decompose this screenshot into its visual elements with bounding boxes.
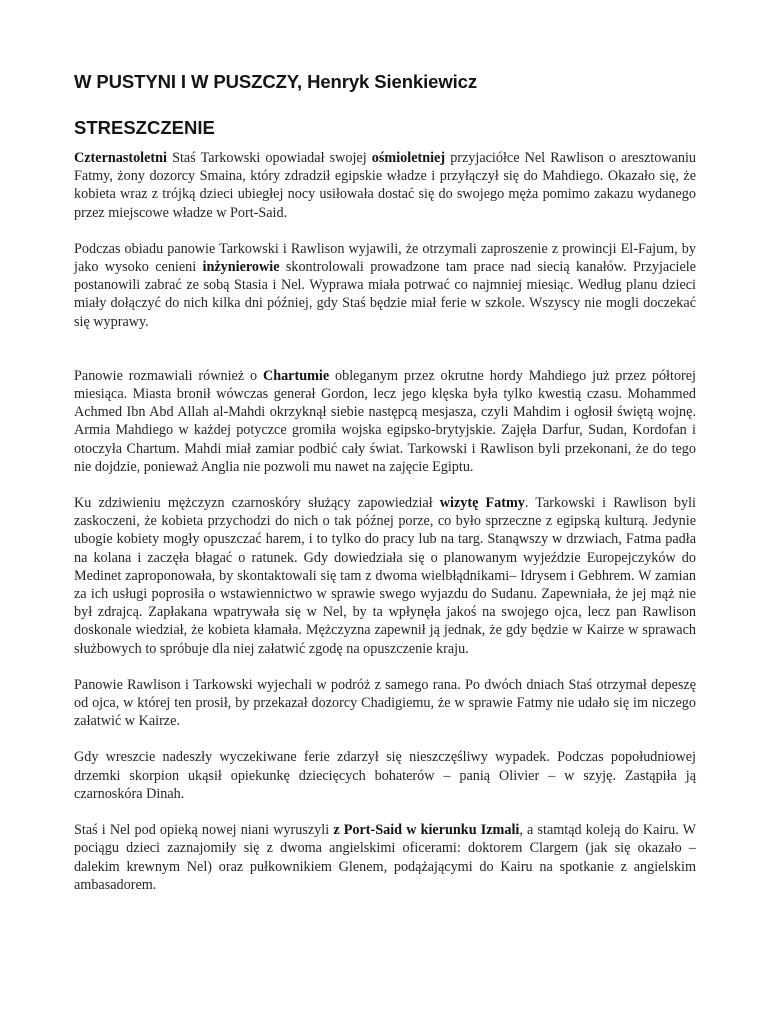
bold-phrase: z Port-Said w kierunku Izmali (333, 822, 520, 839)
text-run: obleganym przez okrutne hordy Mahdiego już przez półtorej miesiąca. Miasta bronił wówczas generał Gordon, lecz jego klęska była tylko kwestią czasu. Mohammed Achmed Ibn Abd Allah al-Mahdi okrzyknął siebie następcą mesjasza, czyli Mahdim i ogłosił świętą wojnę. Armia Mahdiego w każdej potyczce gromiła wojska egipsko-brytyjskie. Zajęła Darfur, Sudan, Kordofan i otoczyła Chartum. Mahdi miał zamiar podbić cały świat. Tarkowski i Rawlison byli przekonani, że do tego nie dojdzie, ponieważ Anglia nie pozwoli mu nawet na zajęcie Egiptu. (74, 367, 696, 475)
paragraph-4 (74, 494, 696, 658)
text-run: skontrolowali prowadzone tam prace nad siecią kanałów. Przyjaciele postanowili zabrać ze sobą Stasia i Nel. Wyprawa miała potrwać co najmniej miesiąc. Według planu dzieci miały dołączyć do nich kilka dni później, gdy Staś będzie miał ferie w szkole. Wszyscy nie mogli doczekać się wyprawy. (74, 259, 697, 330)
text-run: . Tarkowski i Rawlison byli zaskoczeni, że kobieta przychodzi do nich o tak późnej porze, co było sprzeczne z egipską kulturą. Jedynie ubogie kobiety mogły opuszczać harem, i to tylko do pracy lub na targ. Stanąwszy w drzwiach, Fatma padła na kolana i zaczęła błagać o ratunek. Gdy dowiedziała się o planowanym wyjeździe Europejczyków do Medinet zaproponowała, by skontaktowali się tam z dwoma wielbłądnikami– Idrysem i Gebhrem. W zamian za ich usługi poprosiła o wstawiennictwo w sprawie swego wyjazdu do Sudanu. Zapewniała, że jej mąż nie był zdrajcą. Zapłakana wpatrywała się w Nel, by ta wpłynęła jakoś na swojego ojca, lecz pan Rawlison doskonale wiedział, że kobieta kłamała. Mężczyzna zapewnił ją jednak, że gdy będzie w Kairze w sprawach służbowych to spróbuje dla niej załatwić zgodę na opuszczenie kraju. (74, 495, 696, 657)
paragraph-2 (74, 240, 696, 331)
text-run: Panowie rozmawiali również o (74, 367, 263, 384)
section-heading: STRESZCZENIE (74, 117, 215, 138)
paragraph-3 (74, 367, 696, 476)
text-run: Podczas obiadu panowie Tarkowski i Rawlison wyjawili, że otrzymali zaproszenie z prowincji El-Fajum, by jako wysoko cenieni (74, 240, 696, 276)
text-run: Staś i Nel pod opieką nowej niani wyruszyli (74, 822, 334, 839)
text-run: przyjaciółce Nel Rawlison o aresztowaniu Fatmy, żony dozorcy Smaina, który zdradził egipskie władze i przyłączył się do Mahdiego. Okazało się, że kobieta wraz z trójką dzieci ubiegłej nocy usiłowała dostać się do swojego męża pomimo zakazu wydanego przez miejscowe władze w Port-Said. (74, 150, 696, 221)
text-run: Panowie Rawlison i Tarkowski wyjechali w podróż z samego rana. Po dwóch dniach Staś otrzymał depeszę od ojca, w której ten prosił, by przekazał dozorcy Chadigiemu, że w sprawie Fatmy nie udało się im niczego załatwić w Kairze. (74, 676, 696, 730)
document-page (74, 70, 696, 912)
paragraph-7 (74, 821, 696, 894)
paragraph-1 (74, 149, 696, 222)
document-title: W PUSTYNI I W PUSZCZY, Henryk Sienkiewicz (74, 71, 477, 92)
bold-phrase: inżynierowie (202, 259, 280, 276)
text-run: Ku zdziwieniu mężczyzn czarnoskóry służący zapowiedział (74, 495, 440, 512)
bold-phrase: Czternastoletni (74, 150, 167, 166)
paragraph-6 (74, 748, 696, 803)
bold-phrase: ośmioletniej (371, 150, 446, 166)
text-run: Gdy wreszcie nadeszły wyczekiwane ferie zdarzył się nieszczęśliwy wypadek. Podczas popołudniowej drzemki skorpion ukąsił opiekunkę dziecięcych bohaterów – panią Olivier – w szyję. Zastąpiła ją czarnoskóra Dinah. (74, 749, 696, 802)
bold-phrase: wizytę Fatmy (439, 495, 525, 512)
bold-phrase: Chartumie (262, 367, 330, 384)
text-run: , a stamtąd koleją do Kairu. W pociągu dzieci zaznajomiły się z dwoma angielskimi oficerami: doktorem Clargem (jak się okazało – dalekim krewnym Nel) oraz pułkownikiem Glenem, podążającymi do Kairu na spotkanie z angielskim ambasadorem. (74, 822, 697, 893)
text-run: Staś Tarkowski opowiadał swojej (166, 150, 372, 166)
paragraph-5 (74, 676, 696, 731)
